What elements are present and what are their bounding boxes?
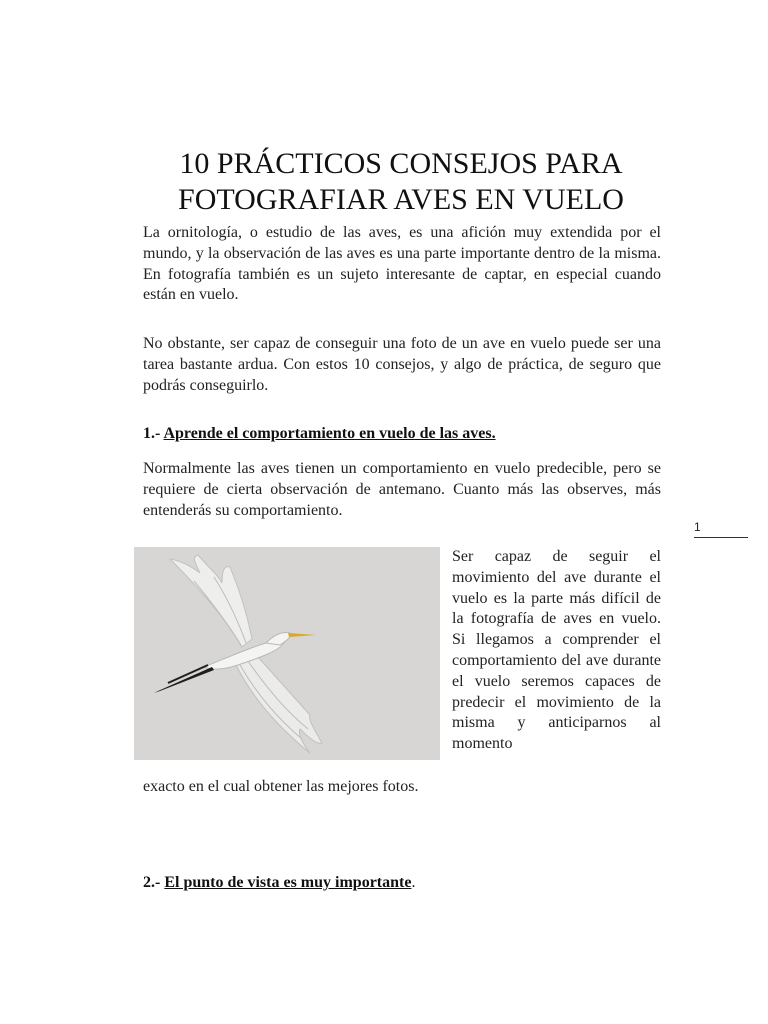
section-2-heading xyxy=(143,873,661,893)
page-number: 1 xyxy=(694,519,748,538)
section-1-paragraph: Normalmente las aves tienen un comportamiento en vuelo predecible, pero se requiere de cierta observación de antemano. Cuanto más las observes, más entenderás su comportamiento. xyxy=(143,460,661,519)
section-1-heading xyxy=(143,424,661,444)
section-1-title: Aprende el comportamiento en vuelo de las aves. xyxy=(163,425,496,442)
intro-paragraph: La ornitología, o estudio de las aves, es una afición muy extendida por el mundo, y la observación de las aves es una parte importante dentro de la misma. En fotografía también es un sujeto interesante de captar, en especial cuando están en vuelo. xyxy=(143,224,661,304)
title-line-2: FOTOGRAFIAR AVES EN VUELO xyxy=(178,183,624,216)
egret-in-flight-photo xyxy=(134,547,440,760)
second-paragraph: No obstante, ser capaz de conseguir una foto de un ave en vuelo puede ser una tarea bastante ardua. Con estos 10 consejos, y algo de práctica, de seguro que podrás conseguirlo. xyxy=(143,335,661,394)
section-2-suffix: . xyxy=(411,874,416,891)
title-line-1: 10 PRÁCTICOS CONSEJOS PARA xyxy=(179,147,623,180)
document-title xyxy=(120,146,682,218)
section-1-side-text-end: exacto en el cual obtener las mejores fotos. xyxy=(143,778,419,795)
section-2-title: El punto de vista es muy importante xyxy=(164,874,412,891)
section-1-number: 1.- xyxy=(143,425,161,442)
section-2-number: 2.- xyxy=(143,874,161,891)
section-1-side-text: Ser capaz de seguir el movimiento del ave durante el vuelo es la parte más difícil de la fotografía de aves en vuelo. Si llegamos a comprender el comportamiento del ave durante el vuelo seremos capaces de predecir el movimiento de la misma y anticiparnos al momento xyxy=(452,548,661,753)
